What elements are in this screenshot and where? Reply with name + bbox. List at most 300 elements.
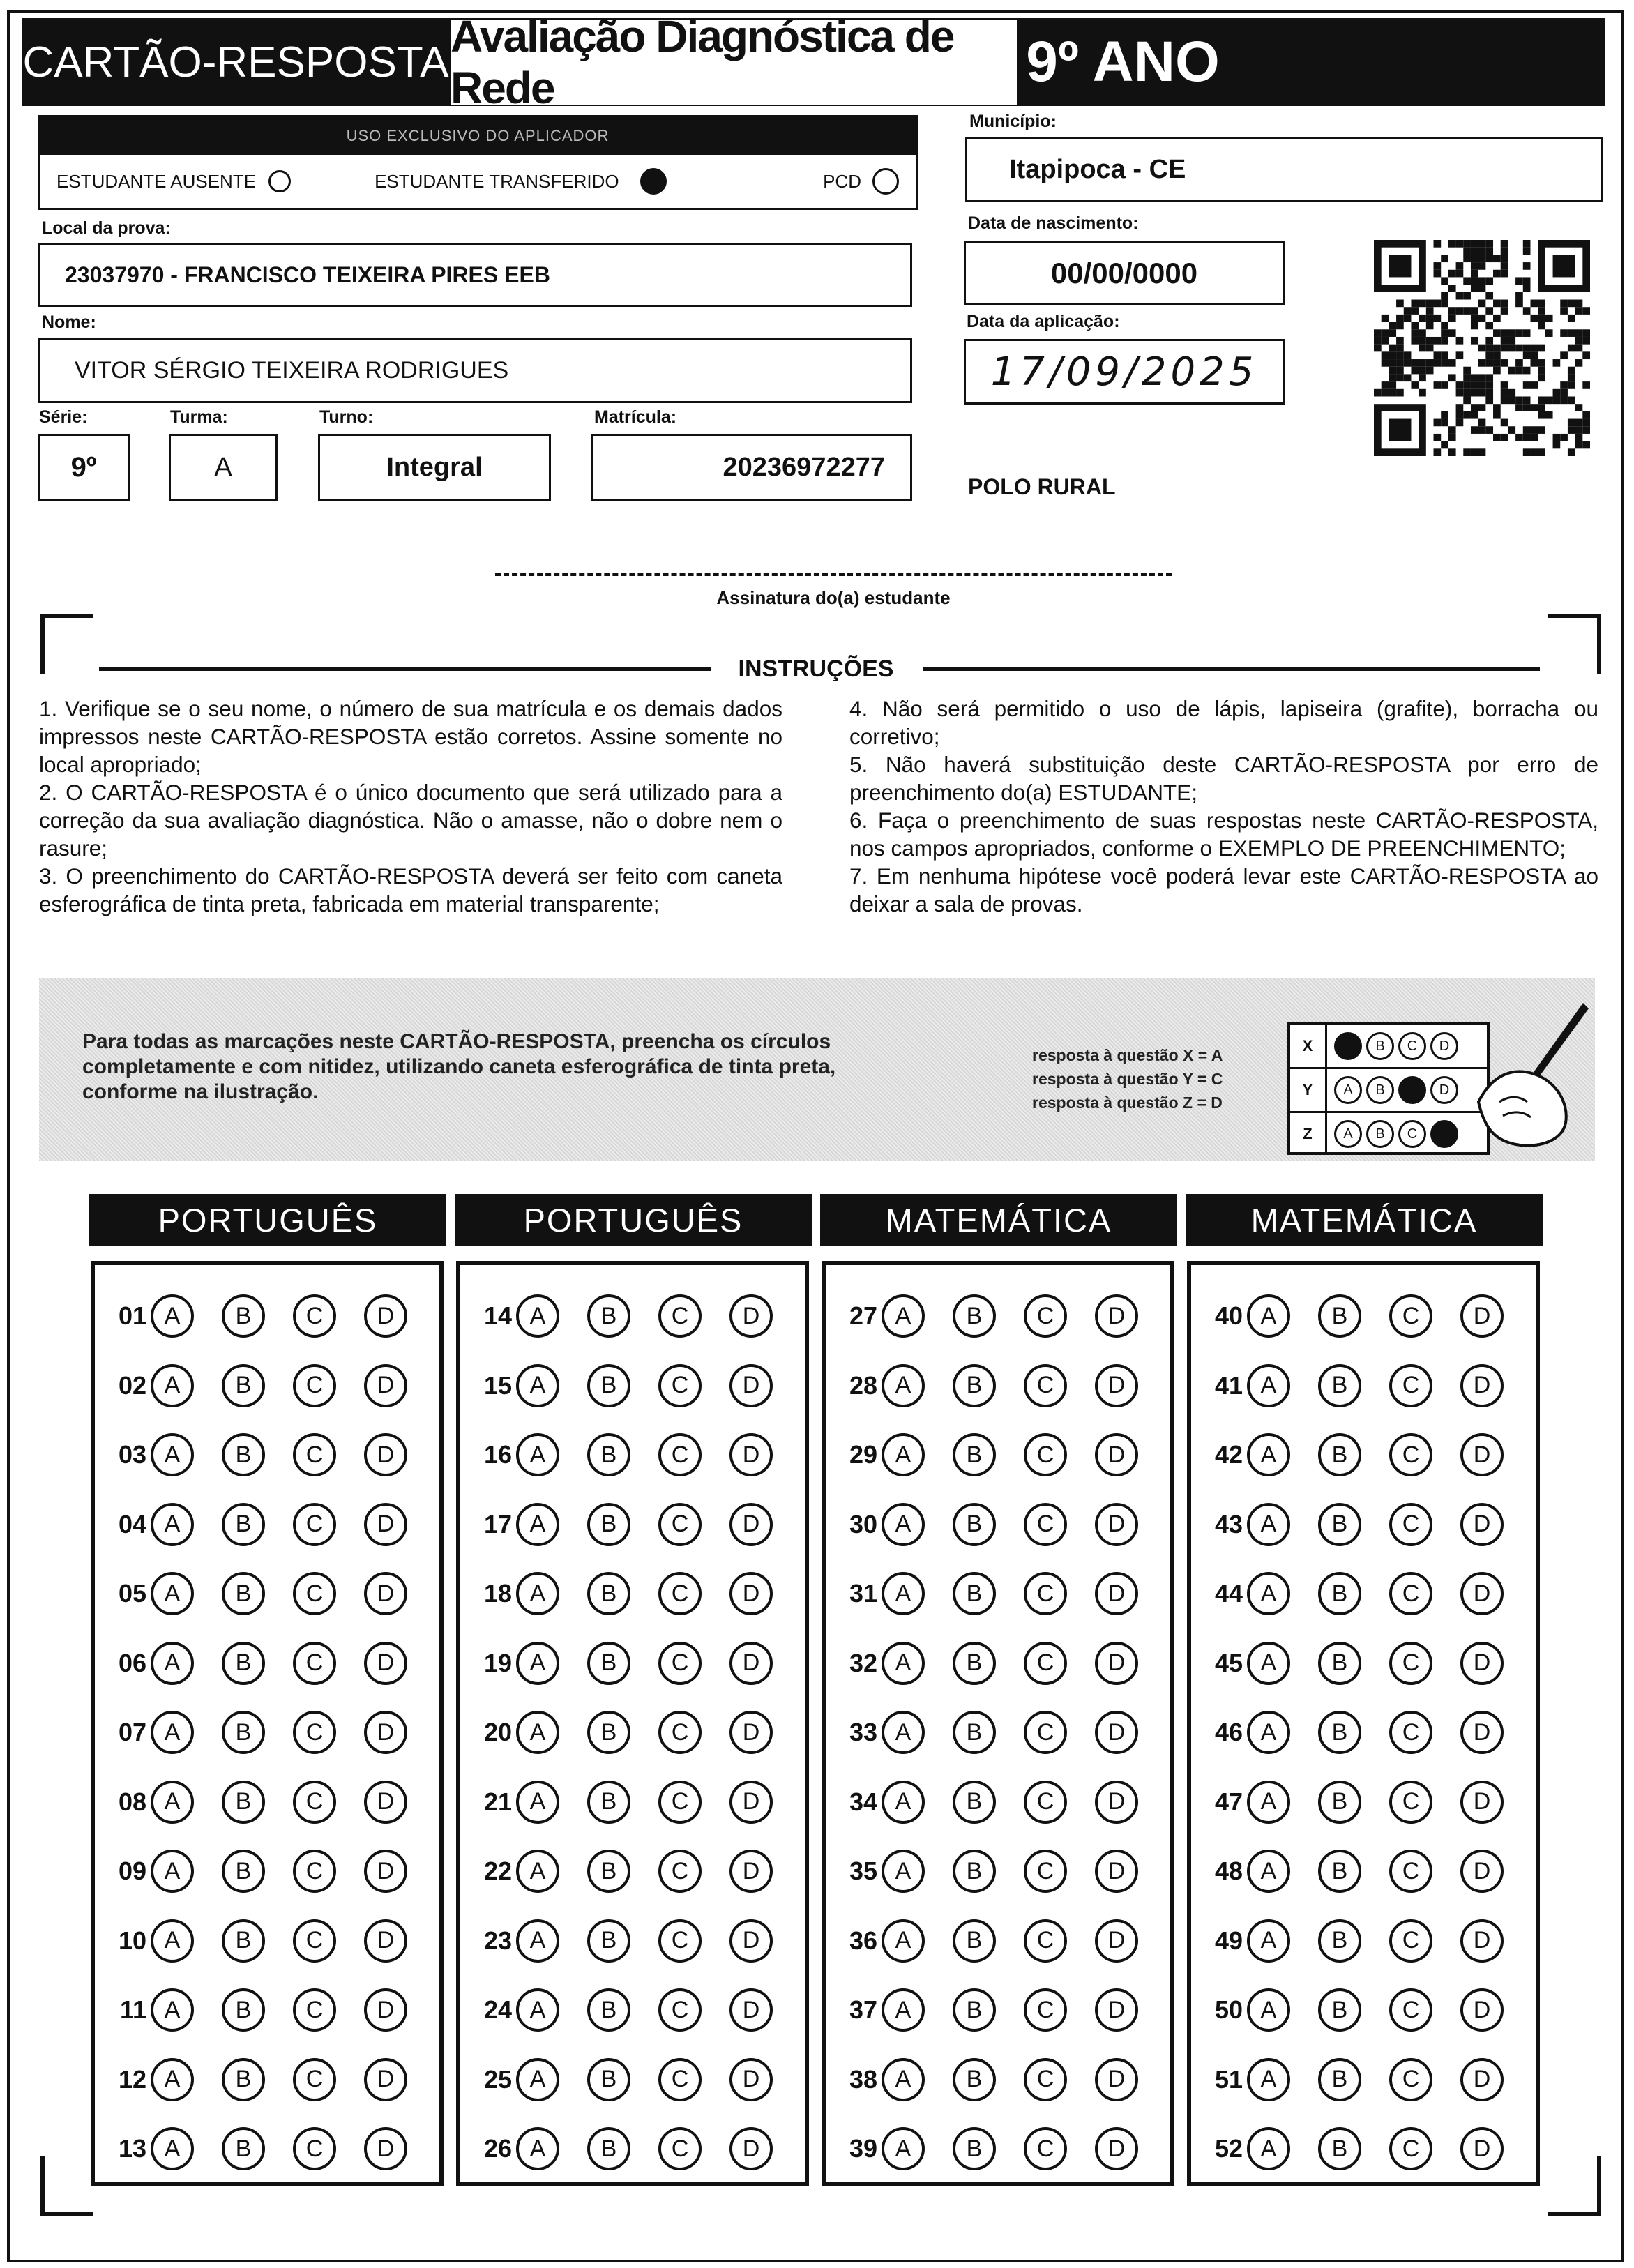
question-row (1194, 2127, 1531, 2170)
serie-field (38, 434, 130, 501)
ausente-bubble[interactable] (268, 170, 291, 192)
answer-bubble-a[interactable]: A (1247, 2127, 1290, 2170)
answer-bubble-b[interactable]: B (587, 2058, 630, 2101)
question-number: 41 (1214, 1370, 1243, 1400)
question-row (829, 1781, 1166, 1824)
question-number: 01 (118, 1301, 146, 1330)
answer-bubble-c[interactable]: C (1024, 1294, 1067, 1338)
answer-bubble-b[interactable]: B (953, 1294, 996, 1338)
answer-bubble-d[interactable]: D (729, 1364, 773, 1407)
answer-bubble-a[interactable]: A (882, 1919, 925, 1963)
aplicador-title: USO EXCLUSIVO DO APLICADOR (40, 117, 916, 155)
answer-bubble-b[interactable]: B (587, 1850, 630, 1893)
answer-bubble-d[interactable]: D (1095, 1850, 1138, 1893)
answer-bubble-a[interactable]: A (1247, 2058, 1290, 2101)
answer-bubble-b[interactable]: B (587, 1988, 630, 2032)
answer-bubble-d[interactable]: D (1095, 2058, 1138, 2101)
answer-bubble-b[interactable]: B (222, 2127, 265, 2170)
answer-bubble-d[interactable]: D (729, 2058, 773, 2101)
answer-bubble-c[interactable]: C (658, 1364, 702, 1407)
answer-bubble-a[interactable]: A (516, 1711, 559, 1754)
answer-bubble-d[interactable]: D (729, 1850, 773, 1893)
answer-bubble-c[interactable]: C (658, 1711, 702, 1754)
question-row (1194, 1294, 1531, 1338)
answer-bubble-d[interactable]: D (1095, 1294, 1138, 1338)
answer-bubble-a[interactable]: A (516, 2127, 559, 2170)
question-number: 23 (483, 1926, 512, 1955)
question-row (463, 1919, 801, 1963)
answer-bubble-d[interactable]: D (364, 1850, 407, 1893)
answer-bubble-d[interactable]: D (364, 2127, 407, 2170)
answer-bubble-d[interactable]: D (1095, 1364, 1138, 1407)
answer-bubble-d[interactable]: D (1095, 1919, 1138, 1963)
answer-bubble-c[interactable]: C (293, 1364, 336, 1407)
answer-bubble-d[interactable]: D (1460, 1781, 1504, 1824)
local-field (38, 243, 912, 307)
answer-bubble-c[interactable]: C (293, 1433, 336, 1476)
answer-bubble-c[interactable]: C (658, 1572, 702, 1615)
answer-bubble-d[interactable]: D (1460, 1850, 1504, 1893)
answer-bubble-d[interactable]: D (1460, 1919, 1504, 1963)
answer-bubble-b[interactable]: B (222, 1781, 265, 1824)
question-row (463, 1642, 801, 1685)
answer-bubble-d[interactable]: D (729, 1294, 773, 1338)
exemplo-legend-x: resposta à questão X = A (1032, 1046, 1223, 1064)
answer-bubble-c[interactable]: C (293, 1919, 336, 1963)
answer-bubble-a[interactable]: A (516, 2058, 559, 2101)
question-number: 43 (1214, 1509, 1243, 1539)
answer-bubble-b[interactable]: B (587, 1294, 630, 1338)
nascimento-field (964, 241, 1285, 305)
question-row (98, 1294, 435, 1338)
answer-bubble-b[interactable]: B (1318, 2058, 1361, 2101)
answer-bubble-c[interactable]: C (1389, 2058, 1432, 2101)
answer-bubble-a[interactable]: A (151, 2127, 194, 2170)
question-row (829, 2127, 1166, 2170)
answer-bubble-a[interactable]: A (516, 1919, 559, 1963)
question-row (829, 1711, 1166, 1754)
question-number: 47 (1214, 1787, 1243, 1816)
question-number: 48 (1214, 1857, 1243, 1885)
answer-bubble-a[interactable]: A (516, 1364, 559, 1407)
answer-bubble-b[interactable]: B (587, 2127, 630, 2170)
answer-bubble-d[interactable]: D (1460, 1642, 1504, 1685)
answer-bubble-a[interactable]: A (151, 1433, 194, 1476)
question-row (1194, 1919, 1531, 1963)
answer-bubble-c[interactable]: C (1024, 1503, 1067, 1546)
answer-bubble-d[interactable]: D (364, 2058, 407, 2101)
question-row (1194, 1642, 1531, 1685)
answer-bubble-a[interactable]: A (516, 1850, 559, 1893)
answer-bubble-b[interactable]: B (953, 1572, 996, 1615)
answer-bubble-b[interactable]: B (222, 1850, 265, 1893)
answer-bubble-b[interactable]: B (953, 1988, 996, 2032)
answer-bubble-c[interactable]: C (293, 1988, 336, 2032)
answer-bubble-d[interactable]: D (364, 1364, 407, 1407)
answer-bubble-d[interactable]: D (729, 1919, 773, 1963)
answer-bubble-b[interactable]: B (222, 1988, 265, 2032)
corner-bottom-left (40, 2156, 93, 2216)
instrucao-6: 6. Faça o preenchimento de suas respostas neste CARTÃO-RESPOSTA, nos campos apropriados, conforme o EXEMPLO DE PREENCHIMENTO; (849, 808, 1598, 861)
answer-bubble-b[interactable]: B (953, 1433, 996, 1476)
exemplo-bubble-b: B (1366, 1120, 1394, 1148)
question-row (98, 1433, 435, 1476)
answer-bubble-d[interactable]: D (1460, 2058, 1504, 2101)
question-number: 49 (1214, 1926, 1243, 1955)
answer-bubble-c[interactable]: C (658, 1294, 702, 1338)
answer-bubble-a[interactable]: A (151, 1503, 194, 1546)
answer-bubble-c[interactable]: C (658, 1433, 702, 1476)
nome-label: Nome: (42, 312, 96, 332)
answer-bubble-d[interactable]: D (729, 1572, 773, 1615)
answer-bubble-a[interactable]: A (151, 1642, 194, 1685)
question-row (98, 1364, 435, 1407)
corner-top-right (1548, 614, 1601, 674)
instrucao-1: 1. Verifique se o seu nome, o número de sua matrícula e os demais dados impressos neste CARTÃO-RESPOSTA estão corretos. Assine somente no local apropriado; (39, 696, 782, 777)
answer-bubble-a[interactable]: A (151, 1919, 194, 1963)
answer-bubble-a[interactable]: A (882, 1503, 925, 1546)
answer-bubble-b[interactable]: B (587, 1711, 630, 1754)
answer-bubble-a[interactable]: A (1247, 1850, 1290, 1893)
answer-bubble-d[interactable]: D (1460, 1711, 1504, 1754)
answer-bubble-c[interactable]: C (658, 1988, 702, 2032)
answer-bubble-c[interactable]: C (1389, 1781, 1432, 1824)
answer-bubble-b[interactable]: B (1318, 1503, 1361, 1546)
section-header: MATEMÁTICA (1186, 1194, 1543, 1246)
answer-bubble-a[interactable]: A (882, 1781, 925, 1824)
question-number: 03 (118, 1440, 146, 1469)
answer-bubble-c[interactable]: C (658, 2127, 702, 2170)
signature-line (495, 573, 1172, 576)
answer-bubble-a[interactable]: A (882, 1711, 925, 1754)
answer-bubble-c[interactable]: C (293, 1781, 336, 1824)
answer-bubble-c[interactable]: C (1024, 1364, 1067, 1407)
question-row (98, 1711, 435, 1754)
answer-bubble-a[interactable]: A (151, 1294, 194, 1338)
answer-bubble-b[interactable]: B (953, 1850, 996, 1893)
answer-bubble-c[interactable]: C (293, 2058, 336, 2101)
question-row (463, 1364, 801, 1407)
answer-bubble-c[interactable]: C (658, 1850, 702, 1893)
question-row (98, 1988, 435, 2032)
answer-bubble-a[interactable]: A (882, 1572, 925, 1615)
answer-bubble-b[interactable]: B (587, 1503, 630, 1546)
answer-bubble-c[interactable]: C (1389, 1988, 1432, 2032)
answer-bubble-a[interactable]: A (1247, 1711, 1290, 1754)
transferido-bubble[interactable] (640, 168, 667, 195)
answer-bubble-c[interactable]: C (1389, 1711, 1432, 1754)
question-row (463, 1433, 801, 1476)
question-row (829, 1642, 1166, 1685)
answer-bubble-c[interactable]: C (658, 1642, 702, 1685)
question-number: 45 (1214, 1648, 1243, 1677)
answer-bubble-a[interactable]: A (516, 1503, 559, 1546)
question-number: 28 (849, 1370, 877, 1400)
answer-bubble-b[interactable]: B (1318, 1433, 1361, 1476)
answer-bubble-d[interactable]: D (1460, 1988, 1504, 2032)
answer-bubble-c[interactable]: C (1024, 1781, 1067, 1824)
answer-bubble-b[interactable]: B (1318, 1572, 1361, 1615)
answer-bubble-a[interactable]: A (882, 1364, 925, 1407)
answer-bubble-b[interactable]: B (587, 1781, 630, 1824)
signature-caption: Assinatura do(a) estudante (716, 587, 951, 608)
answer-bubble-d[interactable]: D (364, 1433, 407, 1476)
answer-bubble-d[interactable]: D (364, 1294, 407, 1338)
answer-bubble-c[interactable]: C (1389, 1433, 1432, 1476)
answer-bubble-d[interactable]: D (729, 1711, 773, 1754)
answer-bubble-c[interactable]: C (1024, 1850, 1067, 1893)
answer-bubble-b[interactable]: B (953, 1781, 996, 1824)
answer-bubble-c[interactable]: C (1024, 2127, 1067, 2170)
instrucao-2: 2. O CARTÃO-RESPOSTA é o único documento que será utilizado para a correção da sua avaliação diagnóstica. Não o amasse, não o dobre nem o rasure; (39, 780, 782, 861)
answer-bubble-c[interactable]: C (293, 1572, 336, 1615)
answer-bubble-a[interactable]: A (151, 1364, 194, 1407)
answer-bubble-c[interactable]: C (1389, 1642, 1432, 1685)
answer-bubble-a[interactable]: A (151, 1850, 194, 1893)
answer-bubble-b[interactable]: B (222, 1919, 265, 1963)
answer-bubble-b[interactable]: B (953, 1711, 996, 1754)
answer-bubble-d[interactable]: D (1460, 1433, 1504, 1476)
answer-column (1187, 1261, 1540, 2186)
corner-top-left (40, 614, 93, 674)
answer-bubble-a[interactable]: A (516, 1294, 559, 1338)
answer-bubble-c[interactable]: C (293, 1503, 336, 1546)
exemplo-row-label: X (1290, 1025, 1327, 1067)
section-header: MATEMÁTICA (820, 1194, 1177, 1246)
answer-bubble-c[interactable]: C (658, 1503, 702, 1546)
answer-bubble-d[interactable]: D (1095, 1503, 1138, 1546)
answer-bubble-c[interactable]: C (1024, 1433, 1067, 1476)
answer-bubble-d[interactable]: D (729, 1988, 773, 2032)
question-number: 17 (483, 1509, 512, 1539)
answer-bubble-a[interactable]: A (516, 1988, 559, 2032)
answer-bubble-b[interactable]: B (587, 1919, 630, 1963)
answer-bubble-d[interactable]: D (364, 1572, 407, 1615)
matricula-label: Matrícula: (594, 407, 677, 427)
answer-bubble-d[interactable]: D (1095, 1572, 1138, 1615)
answer-bubble-a[interactable]: A (151, 1572, 194, 1615)
answer-bubble-c[interactable]: C (658, 2058, 702, 2101)
answer-column (822, 1261, 1174, 2186)
answer-bubble-d[interactable]: D (364, 1988, 407, 2032)
answer-bubble-b[interactable]: B (953, 1919, 996, 1963)
answer-bubble-a[interactable]: A (151, 1781, 194, 1824)
answer-bubble-b[interactable]: B (1318, 2127, 1361, 2170)
answer-bubble-b[interactable]: B (222, 1711, 265, 1754)
answer-bubble-a[interactable]: A (882, 2127, 925, 2170)
local-value: 23037970 - FRANCISCO TEIXEIRA PIRES EEB (65, 262, 550, 287)
answer-bubble-d[interactable]: D (1095, 1711, 1138, 1754)
question-number: 06 (118, 1648, 146, 1677)
question-row (463, 1503, 801, 1546)
question-number: 16 (483, 1440, 512, 1469)
answer-bubble-c[interactable]: C (293, 2127, 336, 2170)
answer-bubble-c[interactable]: C (1389, 1294, 1432, 1338)
answer-bubble-b[interactable]: B (587, 1433, 630, 1476)
answer-bubble-b[interactable]: B (222, 1572, 265, 1615)
answer-bubble-b[interactable]: B (222, 2058, 265, 2101)
answer-bubble-c[interactable]: C (293, 1711, 336, 1754)
answer-bubble-d[interactable]: D (364, 1919, 407, 1963)
answer-bubble-c[interactable]: C (1389, 1850, 1432, 1893)
answer-bubble-b[interactable]: B (953, 1364, 996, 1407)
question-number: 19 (483, 1648, 512, 1677)
answer-bubble-b[interactable]: B (1318, 1364, 1361, 1407)
answer-bubble-a[interactable]: A (151, 1711, 194, 1754)
answer-bubble-c[interactable]: C (293, 1294, 336, 1338)
answer-bubble-d[interactable]: D (364, 1642, 407, 1685)
municipio-label: Município: (969, 112, 1057, 131)
answer-bubble-b[interactable]: B (222, 1433, 265, 1476)
municipio-value: Itapipoca - CE (1009, 154, 1186, 184)
question-number: 21 (483, 1787, 512, 1816)
question-row (98, 1642, 435, 1685)
answer-bubble-a[interactable]: A (1247, 1642, 1290, 1685)
answer-bubble-b[interactable]: B (222, 1642, 265, 1685)
answer-bubble-c[interactable]: C (1024, 1572, 1067, 1615)
answer-bubble-b[interactable]: B (222, 1294, 265, 1338)
answer-bubble-d[interactable]: D (1095, 1781, 1138, 1824)
answer-bubble-a[interactable]: A (516, 1572, 559, 1615)
answer-bubble-d[interactable]: D (1095, 1642, 1138, 1685)
answer-bubble-b[interactable]: B (222, 1503, 265, 1546)
aplicador-box (38, 115, 918, 210)
answer-bubble-b[interactable]: B (587, 1364, 630, 1407)
answer-bubble-c[interactable]: C (293, 1850, 336, 1893)
header-grade: 9º ANO (1026, 30, 1220, 93)
answer-column (456, 1261, 809, 2186)
answer-bubble-d[interactable]: D (729, 1433, 773, 1476)
answer-bubble-a[interactable]: A (882, 2058, 925, 2101)
answer-bubble-a[interactable]: A (151, 1988, 194, 2032)
question-row (1194, 1711, 1531, 1754)
answer-bubble-a[interactable]: A (1247, 1433, 1290, 1476)
answer-bubble-d[interactable]: D (729, 2127, 773, 2170)
answer-bubble-b[interactable]: B (953, 1503, 996, 1546)
answer-bubble-b[interactable]: B (1318, 1642, 1361, 1685)
question-number: 27 (849, 1301, 877, 1330)
answer-bubble-b[interactable]: B (1318, 1711, 1361, 1754)
answer-bubble-d[interactable]: D (364, 1711, 407, 1754)
answer-bubble-a[interactable]: A (882, 1642, 925, 1685)
answer-bubble-b[interactable]: B (1318, 1919, 1361, 1963)
answer-bubble-a[interactable]: A (1247, 1919, 1290, 1963)
question-row (98, 1919, 435, 1963)
answer-bubble-a[interactable]: A (882, 1433, 925, 1476)
answer-bubble-b[interactable]: B (222, 1364, 265, 1407)
answer-bubble-a[interactable]: A (1247, 1572, 1290, 1615)
answer-bubble-d[interactable]: D (729, 1781, 773, 1824)
exemplo-bubble-b: B (1366, 1076, 1394, 1104)
answer-bubble-d[interactable]: D (729, 1642, 773, 1685)
question-number: 36 (849, 1926, 877, 1955)
answer-bubble-d[interactable]: D (1460, 1572, 1504, 1615)
ausente-label: ESTUDANTE AUSENTE (56, 170, 257, 192)
answer-bubble-a[interactable]: A (516, 1433, 559, 1476)
answer-bubble-c[interactable]: C (1389, 1503, 1432, 1546)
question-number: 22 (483, 1857, 512, 1885)
answer-bubble-c[interactable]: C (1389, 1919, 1432, 1963)
header-title: CARTÃO-RESPOSTA (22, 38, 449, 86)
serie-label: Série: (39, 407, 88, 427)
answer-bubble-b[interactable]: B (587, 1572, 630, 1615)
answer-bubble-b[interactable]: B (587, 1642, 630, 1685)
answer-bubble-c[interactable]: C (1024, 1988, 1067, 2032)
answer-bubble-d[interactable]: D (1095, 2127, 1138, 2170)
answer-bubble-c[interactable]: C (1024, 1711, 1067, 1754)
answer-bubble-a[interactable]: A (882, 1850, 925, 1893)
pcd-bubble[interactable] (872, 168, 899, 195)
answer-bubble-a[interactable]: A (516, 1781, 559, 1824)
turma-value: A (214, 452, 232, 482)
answer-bubble-d[interactable]: D (1460, 2127, 1504, 2170)
question-number: 46 (1214, 1718, 1243, 1746)
answer-bubble-d[interactable]: D (364, 1781, 407, 1824)
question-row (1194, 1572, 1531, 1615)
question-row (463, 2058, 801, 2101)
answer-bubble-d[interactable]: D (1095, 1433, 1138, 1476)
answer-bubble-b[interactable]: B (1318, 1988, 1361, 2032)
answer-bubble-b[interactable]: B (1318, 1294, 1361, 1338)
question-number: 51 (1214, 2064, 1243, 2094)
answer-bubble-c[interactable]: C (658, 1919, 702, 1963)
question-row (1194, 1781, 1531, 1824)
answer-bubble-a[interactable]: A (1247, 1364, 1290, 1407)
answer-bubble-a[interactable]: A (882, 1294, 925, 1338)
answer-bubble-c[interactable]: C (1389, 2127, 1432, 2170)
answer-bubble-d[interactable]: D (1095, 1988, 1138, 2032)
answer-bubble-c[interactable]: C (1024, 1642, 1067, 1685)
question-number: 34 (849, 1787, 877, 1816)
instrucoes-right (849, 695, 1598, 918)
answer-bubble-d[interactable]: D (1460, 1364, 1504, 1407)
exemplo-text: Para todas as marcações neste CARTÃO-RESPOSTA, preencha os círculos completamente e com nitidez, utilizando caneta esferográfica de tinta preta, conforme na ilustração. (82, 1030, 836, 1103)
answer-bubble-b[interactable]: B (953, 2127, 996, 2170)
answer-bubble-a[interactable]: A (882, 1988, 925, 2032)
question-row (463, 1572, 801, 1615)
answer-bubble-b[interactable]: B (953, 2058, 996, 2101)
answer-bubble-c[interactable]: C (1389, 1364, 1432, 1407)
answer-bubble-b[interactable]: B (953, 1642, 996, 1685)
answer-bubble-c[interactable]: C (293, 1642, 336, 1685)
answer-bubble-a[interactable]: A (1247, 1294, 1290, 1338)
question-row (1194, 1503, 1531, 1546)
answer-bubble-c[interactable]: C (658, 1781, 702, 1824)
aplicacao-label: Data da aplicação: (967, 312, 1120, 331)
answer-bubble-a[interactable]: A (1247, 1781, 1290, 1824)
answer-bubble-d[interactable]: D (1460, 1503, 1504, 1546)
answer-bubble-b[interactable]: B (1318, 1850, 1361, 1893)
answer-bubble-b[interactable]: B (1318, 1781, 1361, 1824)
answer-bubble-a[interactable]: A (151, 2058, 194, 2101)
pcd-label: PCD (823, 170, 861, 192)
section-header: PORTUGUÊS (455, 1194, 812, 1246)
answer-bubble-a[interactable]: A (516, 1642, 559, 1685)
answer-bubble-a[interactable]: A (1247, 1503, 1290, 1546)
answer-bubble-d[interactable]: D (1460, 1294, 1504, 1338)
answer-bubble-c[interactable]: C (1389, 1572, 1432, 1615)
exemplo-bubble-d: D (1430, 1076, 1458, 1104)
answer-bubble-c[interactable]: C (1024, 2058, 1067, 2101)
answer-bubble-d[interactable]: D (364, 1503, 407, 1546)
exemplo-bubble-d: D (1430, 1032, 1458, 1060)
turno-value: Integral (386, 452, 483, 482)
question-row (829, 1919, 1166, 1963)
answer-bubble-d[interactable]: D (729, 1503, 773, 1546)
question-row (98, 1850, 435, 1893)
answer-bubble-c[interactable]: C (1024, 1919, 1067, 1963)
answer-bubble-a[interactable]: A (1247, 1988, 1290, 2032)
